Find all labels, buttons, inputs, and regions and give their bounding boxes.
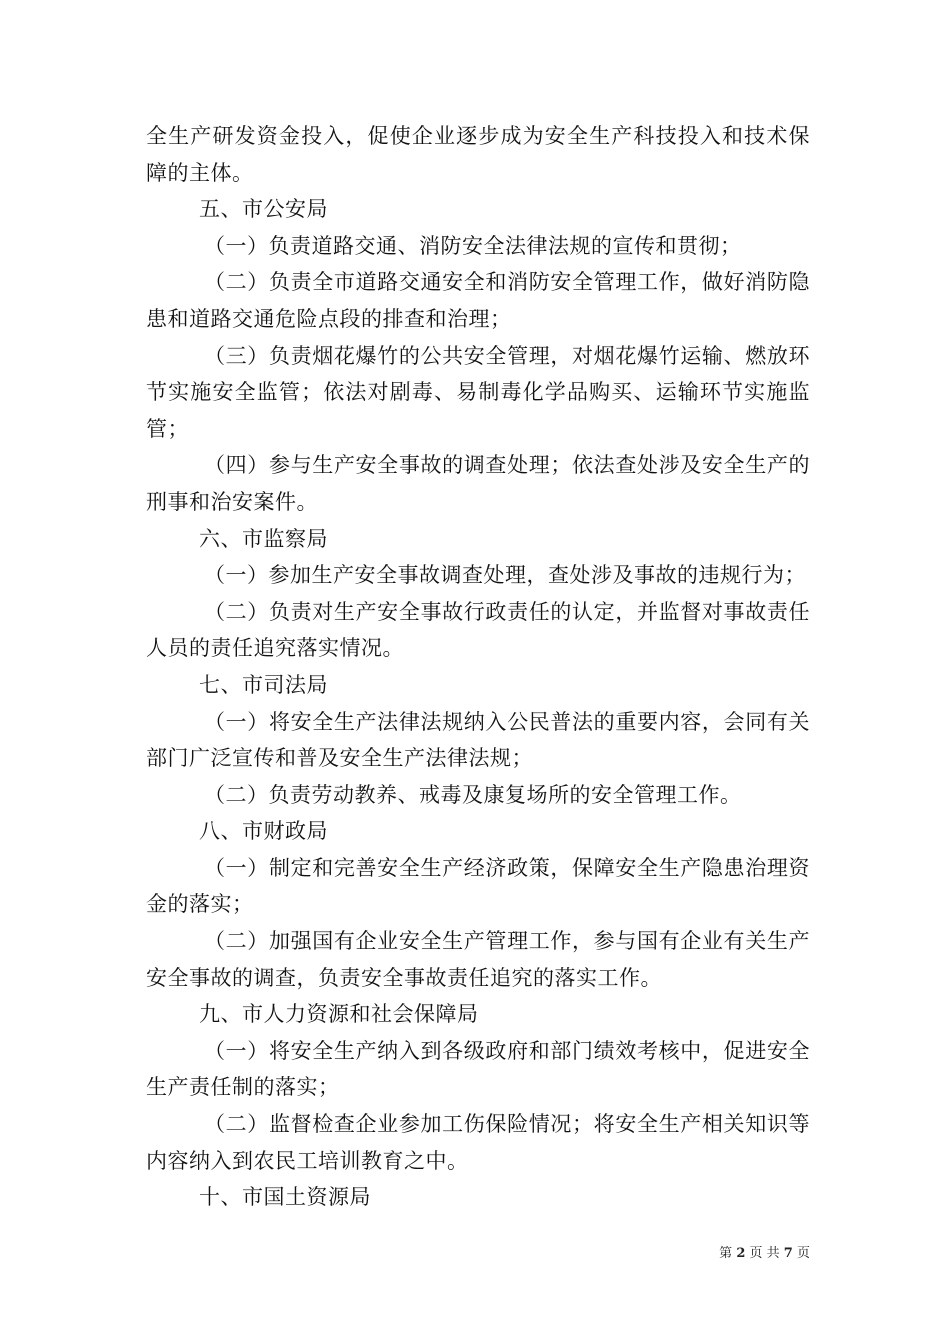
footer-suffix: 页: [796, 1246, 810, 1261]
section-heading: 七、市司法局: [199, 672, 328, 697]
page-footer: [700, 1246, 810, 1262]
footer-prefix: 第: [719, 1246, 733, 1261]
list-item: （三）负责烟花爆竹的公共安全管理，对烟花爆竹运输、燃放环节实施安全监管；依法对剧毒、易制毒化学品购买、运输环节实施监管；: [146, 343, 810, 441]
list-item: （二）监督检查企业参加工伤保险情况；将安全生产相关知识等内容纳入到农民工培训教育之中。: [146, 1112, 810, 1173]
list-item: （四）参与生产安全事故的调查处理；依法查处涉及安全生产的刑事和治安案件。: [146, 453, 810, 514]
current-page-number: 2: [736, 1246, 746, 1261]
list-item: （二）负责对生产安全事故行政责任的认定，并监督对事故责任人员的责任追究落实情况。: [146, 599, 810, 661]
list-item: （一）参加生产安全事故调查处理，查处涉及事故的违规行为；: [204, 563, 806, 588]
list-item: （一）将安全生产法律法规纳入公民普法的重要内容，会同有关部门广泛宣传和普及安全生产法律法规；: [146, 709, 810, 771]
section-heading: 八、市财政局: [199, 819, 328, 844]
footer-middle: 页 共: [749, 1246, 780, 1261]
list-item: （二）负责劳动教养、戒毒及康复场所的安全管理工作。: [204, 782, 742, 807]
section-heading: 六、市监察局: [199, 526, 328, 551]
list-item: （二）加强国有企业安全生产管理工作，参与国有企业有关生产安全事故的调查，负责安全事故责任追究的落实工作。: [146, 929, 810, 990]
document-body: [146, 118, 810, 1216]
list-item: （二）负责全市道路交通安全和消防安全管理工作，做好消防隐患和道路交通危险点段的排查和治理；: [146, 270, 810, 331]
list-item: （一）将安全生产纳入到各级政府和部门绩效考核中，促进安全生产责任制的落实；: [146, 1038, 810, 1100]
paragraph-continuation: 全生产研发资金投入，促使企业逐步成为安全生产科技投入和技术保障的主体。: [146, 124, 810, 185]
section-heading: 九、市人力资源和社会保障局: [199, 1002, 479, 1027]
total-page-number: 7: [783, 1246, 793, 1261]
list-item: （一）制定和完善安全生产经济政策，保障安全生产隐患治理资金的落实；: [146, 855, 810, 917]
section-heading: 十、市国土资源局: [199, 1185, 371, 1210]
list-item: （一）负责道路交通、消防安全法律法规的宣传和贯彻；: [204, 233, 742, 258]
section-heading: 五、市公安局: [199, 197, 328, 222]
